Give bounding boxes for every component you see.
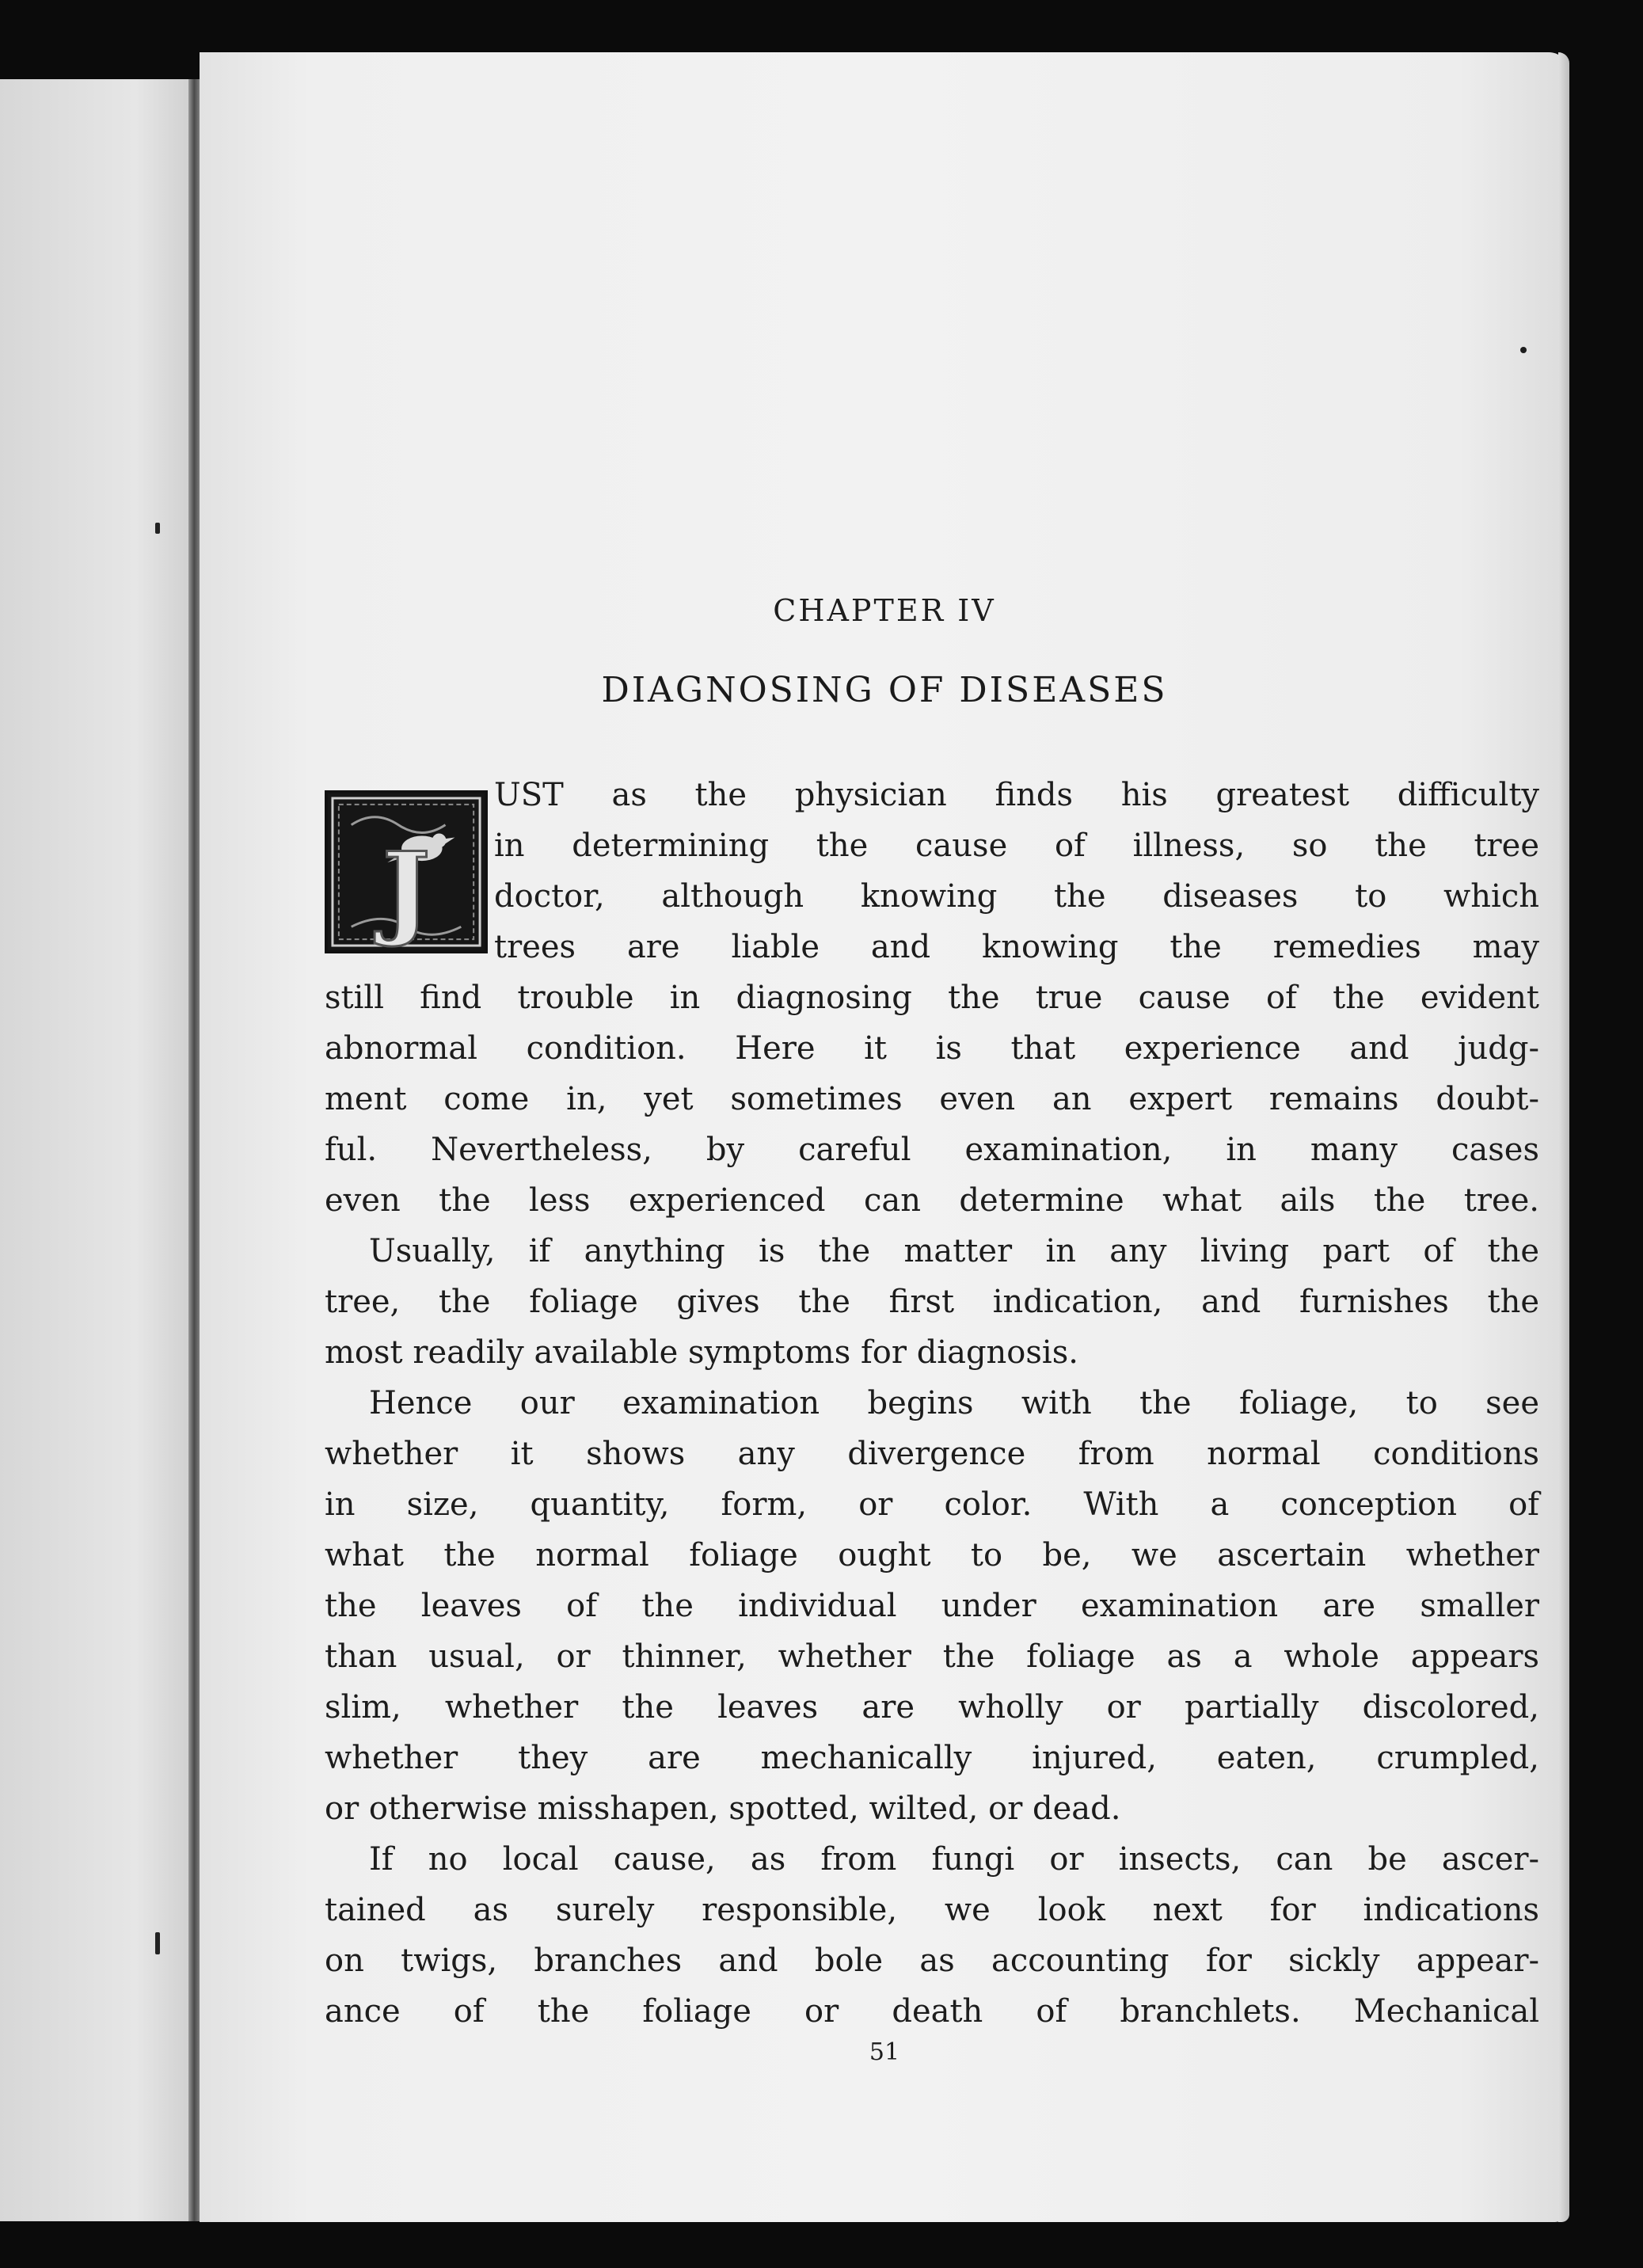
text-line: ment come in, yet sometimes even an expert remains doubt-: [325, 1081, 1539, 1117]
text-line: still find trouble in diagnosing the true cause of the evident: [325, 980, 1539, 1016]
drop-cap-letter: J: [382, 830, 431, 950]
text-line: what the normal foliage ought to be, we ascertain whether: [325, 1537, 1539, 1574]
text-line: Hence our examination begins with the foliage, to see: [369, 1385, 1539, 1421]
text-line: tree, the foliage gives the first indication, and furnishes the: [325, 1284, 1539, 1320]
text-line: If no local cause, as from fungi or insects, can be ascer-: [369, 1841, 1539, 1878]
body-text: [200, 52, 1569, 2222]
text-line: tained as surely responsible, we look next for indications: [325, 1892, 1539, 1928]
text-line: doctor, although knowing the diseases to which: [494, 878, 1539, 915]
text-line: even the less experienced can determine what ails the tree.: [325, 1182, 1539, 1219]
text-line: whether they are mechanically injured, eaten, crumpled,: [325, 1740, 1539, 1776]
text-line: the leaves of the individual under examination are smaller: [325, 1588, 1539, 1624]
chapter-title: DIAGNOSING OF DISEASES: [601, 670, 1168, 710]
left-facing-page: [0, 79, 194, 2221]
left-page-mark: [155, 523, 160, 534]
text-line: in size, quantity, form, or color. With a conception of: [325, 1486, 1539, 1523]
text-line: than usual, or thinner, whether the foliage as a whole appears: [325, 1638, 1539, 1675]
text-line: most readily available symptoms for diagnosis.: [325, 1334, 1078, 1371]
book-page: [200, 52, 1569, 2222]
text-line: ance of the foliage or death of branchlets. Mechanical: [325, 1993, 1539, 2030]
text-line: in determining the cause of illness, so the tree: [494, 828, 1539, 864]
text-line: trees are liable and knowing the remedies may: [494, 929, 1539, 965]
text-line: UST as the physician finds his greatest difficulty: [494, 777, 1539, 813]
text-line: or otherwise misshapen, spotted, wilted, or dead.: [325, 1790, 1121, 1827]
left-page-mark: [155, 1932, 160, 1954]
chapter-heading: CHAPTER IV: [773, 593, 996, 628]
page-number: 51: [869, 2038, 900, 2066]
text-line: on twigs, branches and bole as accounting for sickly appear-: [325, 1943, 1539, 1979]
text-line: Usually, if anything is the matter in any living part of the: [369, 1233, 1539, 1269]
text-line: abnormal condition. Here it is that experience and judg-: [325, 1030, 1539, 1067]
text-line: slim, whether the leaves are wholly or partially discolored,: [325, 1689, 1539, 1726]
text-line: whether it shows any divergence from normal conditions: [325, 1436, 1539, 1472]
text-line: ful. Nevertheless, by careful examination, in many cases: [325, 1132, 1539, 1168]
